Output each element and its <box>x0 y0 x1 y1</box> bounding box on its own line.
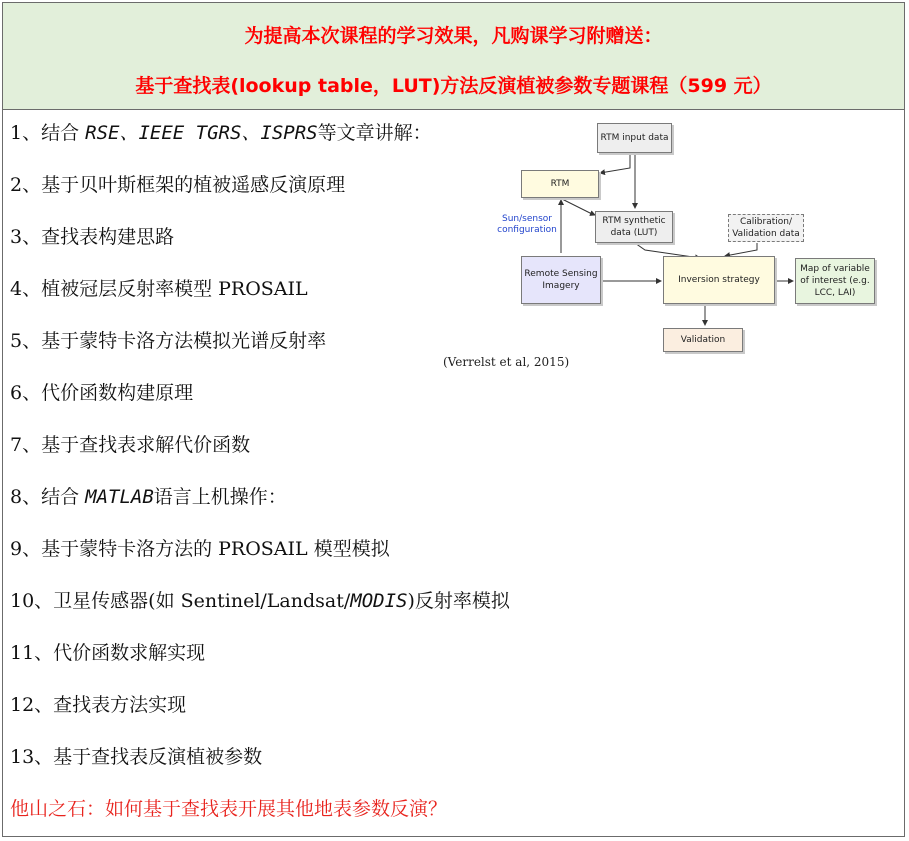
list-item: 3、查找表构建思路 <box>10 226 175 248</box>
list-item: 12、查找表方法实现 <box>10 694 187 716</box>
promo-line-1: 为提高本次课程的学习效果，凡购课学习附赠送： <box>244 25 663 47</box>
list-item: 10、卫星传感器(如 Sentinel/Landsat/MODIS)反射率模拟 <box>10 590 510 612</box>
list-item: 8、结合 MATLAB语言上机操作： <box>10 486 287 508</box>
validation-box: Validation <box>663 328 743 352</box>
sun-sensor-label: Sun/sensor configuration <box>497 214 557 235</box>
remote-sensing-box: Remote Sensing Imagery <box>521 256 601 304</box>
list-item: 2、基于贝叶斯框架的植被遥感反演原理 <box>10 174 346 196</box>
rtm-box: RTM <box>521 170 599 198</box>
rtm-synthetic-box: RTM synthetic data (LUT) <box>595 211 673 243</box>
lut-workflow-diagram <box>443 118 885 378</box>
list-item: 6、代价函数构建原理 <box>10 382 194 404</box>
rtm-input-box: RTM input data <box>597 123 672 153</box>
diagram-citation: (Verrelst et al, 2015) <box>443 355 570 369</box>
list-item: 1、结合 RSE、IEEE TGRS、ISPRS等文章讲解： <box>10 122 432 144</box>
promo-line-2: 基于查找表(lookup table，LUT)方法反演植被参数专题课程（599 元） <box>135 75 772 97</box>
map-output-box: Map of variable of interest (e.g. LCC, LAI) <box>795 258 875 304</box>
list-item: 11、代价函数求解实现 <box>10 642 206 664</box>
list-item: 5、基于蒙特卡洛方法模拟光谱反射率 <box>10 330 327 352</box>
inversion-strategy-box: Inversion strategy <box>663 256 775 304</box>
promo-header <box>3 3 904 110</box>
list-item: 13、基于查找表反演植被参数 <box>10 746 263 768</box>
list-item: 7、基于查找表求解代价函数 <box>10 434 251 456</box>
calibration-box: Calibration/ Validation data <box>728 214 804 242</box>
closing-question: 他山之石：如何基于查找表开展其他地表参数反演？ <box>10 798 448 820</box>
list-item: 9、基于蒙特卡洛方法的 PROSAIL 模型模拟 <box>10 538 390 560</box>
list-item: 4、植被冠层反射率模型 PROSAIL <box>10 278 308 300</box>
